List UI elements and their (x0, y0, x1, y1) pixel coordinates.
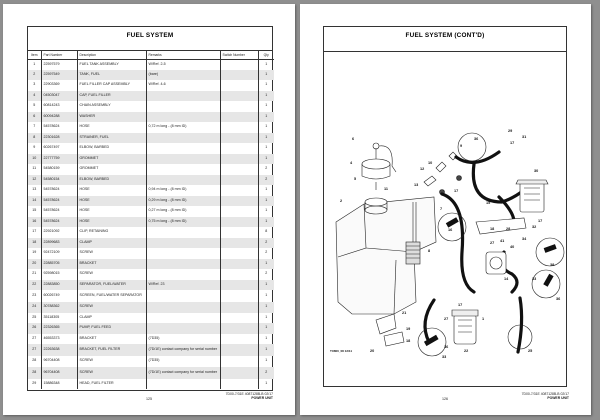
row-remarks: W/Ref. 4-6 (146, 80, 220, 91)
row-qty: 1 (258, 112, 274, 123)
row-part-number: 22921092 (41, 227, 77, 238)
row-qty: 1 (258, 280, 274, 291)
row-switch-number (220, 323, 258, 334)
svg-text:8: 8 (428, 249, 431, 253)
row-qty: 2 (258, 238, 274, 249)
row-qty: 1 (265, 187, 268, 192)
row-description: FUEL FILLER CAP ASSEMBLY (77, 80, 146, 91)
row-description: HEAD, FUEL FILTER (77, 379, 146, 390)
svg-text:17: 17 (458, 303, 463, 307)
row-part-number: 96704408 (41, 367, 77, 379)
row-part-number: 92472109 (41, 248, 77, 259)
row-item: 28 (28, 367, 41, 379)
row-item: 18 (28, 238, 41, 249)
row-remarks: (7D35) (146, 356, 220, 367)
row-qty: 1 (265, 82, 268, 87)
svg-text:1: 1 (482, 317, 485, 321)
row-remarks: 0,75 m long - (8 mm ID) (146, 217, 220, 228)
svg-text:16: 16 (448, 228, 453, 232)
svg-text:36: 36 (444, 345, 449, 349)
row-part-number: 54578624 (41, 217, 77, 228)
row-qty: 1 (258, 323, 274, 334)
row-qty: 1 (258, 196, 274, 207)
row-part-number: 22899683 (41, 238, 77, 249)
row-item: 19 (28, 248, 41, 259)
row-description: TANK, FUEL (77, 70, 146, 81)
row-remarks (146, 227, 220, 238)
page-125 (3, 4, 295, 415)
table-row (28, 323, 274, 334)
table-row (28, 334, 274, 345)
svg-text:31: 31 (522, 135, 527, 139)
row-item: 27 (28, 344, 41, 356)
row-part-number: 46553373 (41, 334, 77, 345)
row-remarks (146, 379, 220, 390)
row-item: 2 (28, 70, 41, 81)
row-switch-number (220, 269, 258, 280)
row-remarks (146, 133, 220, 144)
row-remarks: W/Ref. 23 (146, 280, 220, 291)
table-row (28, 227, 274, 238)
row-part-number: 92598015 (41, 269, 77, 280)
table-row (28, 133, 274, 144)
row-description: SCREW (77, 367, 146, 379)
row-remarks (146, 101, 220, 112)
row-item: 20 (28, 259, 41, 270)
footer-unit: POWER UNIT (547, 396, 569, 401)
row-part-number: 96704408 (41, 356, 77, 367)
svg-text:21: 21 (402, 311, 407, 315)
row-description: ELBOW, BARBED (77, 143, 146, 154)
row-part-number: 22326365 (41, 323, 77, 334)
svg-text:11: 11 (384, 187, 389, 191)
table-row (28, 379, 274, 390)
table-row (28, 206, 274, 217)
table-row (28, 238, 274, 249)
row-part-number: 22597579 (41, 59, 77, 70)
row-switch-number (220, 91, 258, 102)
row-item: 29 (28, 379, 41, 390)
row-switch-number (220, 356, 258, 367)
row-remarks (146, 313, 220, 324)
row-description: CLAMP (77, 313, 146, 324)
table-row (28, 185, 274, 196)
row-remarks (146, 248, 220, 259)
row-description: HOSE (77, 122, 146, 133)
row-qty: 1 (258, 91, 274, 102)
svg-text:20: 20 (370, 349, 375, 353)
row-part-number: 35118305 (41, 313, 77, 324)
row-part-number: 60814243 (41, 101, 77, 112)
row-remarks (146, 269, 220, 280)
table-row (28, 344, 274, 356)
svg-text:17: 17 (510, 141, 515, 145)
row-remarks (146, 143, 220, 154)
parts-table-frame (27, 26, 273, 391)
row-part-number: 30788362 (41, 302, 77, 313)
row-description: BRACKET (77, 259, 146, 270)
row-switch-number (220, 206, 258, 217)
row-item: 3 (28, 80, 41, 91)
row-description: CAP, FUEL FILLER (77, 91, 146, 102)
row-part-number: 54580159 (41, 164, 77, 175)
row-qty: 1 (258, 302, 274, 313)
row-description: CHAIN ASSEMBLY (77, 101, 146, 112)
table-row (28, 280, 274, 291)
row-remarks: 0,94 m long - (8 mm ID) (146, 185, 220, 196)
row-remarks: (7D/1E) contact company for serial number (146, 344, 220, 356)
row-description: ELBOW, BARBED (77, 175, 146, 186)
row-item: 21 (28, 269, 41, 280)
table-row (28, 356, 274, 367)
row-remarks (146, 238, 220, 249)
table-row (28, 175, 274, 186)
row-description: HOSE (77, 217, 146, 228)
svg-text:13: 13 (414, 183, 419, 187)
row-remarks: 0,27 m long - (8 mm ID) (146, 206, 220, 217)
row-qty: 1 (265, 124, 268, 129)
row-part-number: 22301628 (41, 133, 77, 144)
table-row (28, 154, 274, 165)
row-item: 24 (28, 302, 41, 313)
row-part-number: 22597549 (41, 70, 77, 81)
row-item: 26 (28, 323, 41, 334)
svg-text:14: 14 (504, 277, 509, 281)
row-part-number: 54578624 (41, 185, 77, 196)
svg-text:12: 12 (420, 167, 425, 171)
svg-text:17: 17 (538, 219, 543, 223)
row-part-number: 60026749 (41, 290, 77, 302)
row-description: GROMMET (77, 164, 146, 175)
row-qty: 1 (265, 358, 268, 363)
row-remarks (146, 154, 220, 165)
row-qty: 1 (258, 154, 274, 165)
svg-text:18: 18 (406, 339, 411, 343)
row-qty: 1 (265, 208, 268, 213)
row-qty: 1 (258, 217, 274, 228)
row-switch-number (220, 248, 258, 259)
row-remarks (146, 302, 220, 313)
svg-text:36: 36 (474, 137, 479, 141)
row-description: SCREEN, FUEL/WATER SEPARATOR (77, 290, 146, 302)
footer-code: 7D00-7/31E 4087128B-B 02/17 (225, 392, 273, 396)
row-qty: 1 (258, 344, 274, 356)
row-qty: 2 (265, 250, 268, 255)
svg-text:2: 2 (340, 199, 343, 203)
svg-text:32: 32 (532, 225, 537, 229)
row-remarks (146, 259, 220, 270)
row-part-number: 54578624 (41, 206, 77, 217)
row-description: WASHER (77, 112, 146, 123)
row-qty: 1 (265, 380, 268, 385)
fuel-system-illustration (324, 52, 566, 386)
table-row (28, 259, 274, 270)
svg-text:33: 33 (442, 355, 447, 359)
row-qty: 1 (265, 103, 268, 108)
row-part-number: 22883850 (41, 280, 77, 291)
row-switch-number (220, 302, 258, 313)
row-item: 17 (28, 227, 41, 238)
row-description: HOSE (77, 206, 146, 217)
row-part-number: 60267497 (41, 143, 77, 154)
row-part-number: 22885705 (41, 259, 77, 270)
row-part-number: 04503047 (41, 91, 77, 102)
row-switch-number (220, 175, 258, 186)
row-qty: 1 (258, 70, 274, 81)
row-remarks: 0,72 m long - (8 mm ID) (146, 122, 220, 133)
row-description: SCREW (77, 356, 146, 367)
row-description: PUMP, FUEL FEED (77, 323, 146, 334)
table-row (28, 112, 274, 123)
row-description: FUEL TANK ASSEMBLY (77, 59, 146, 70)
parts-table (28, 51, 274, 389)
row-qty: 1 (265, 61, 268, 66)
row-part-number: 15886348 (41, 379, 77, 390)
row-item: 11 (28, 164, 41, 175)
section-title: FUEL SYSTEM (CONT'D) (324, 27, 566, 52)
row-part-number: 22263638 (41, 344, 77, 356)
table-row (28, 143, 274, 154)
col-header-remarks: Remarks (146, 51, 220, 59)
page-footer (226, 392, 273, 400)
svg-text:30: 30 (534, 169, 539, 173)
svg-text:4: 4 (350, 161, 353, 165)
svg-text:28: 28 (506, 227, 511, 231)
parts-table-body (28, 59, 274, 389)
row-qty: 2 (258, 367, 274, 379)
row-part-number: 22777759 (41, 154, 77, 165)
row-item: 9 (28, 143, 41, 154)
row-description: HOSE (77, 196, 146, 207)
svg-text:40: 40 (510, 245, 515, 249)
row-item: 7 (28, 122, 41, 133)
page-number: 126 (442, 397, 448, 401)
row-item: 14 (28, 196, 41, 207)
row-switch-number (220, 334, 258, 345)
col-header-switch-number: Switch Number (220, 51, 258, 59)
footer-code: 7D00-7/31E 4087128B-B 02/17 (521, 392, 569, 396)
col-header-item: Item (28, 51, 41, 59)
diagram-frame (323, 26, 567, 387)
svg-text:22: 22 (464, 349, 469, 353)
svg-text:6: 6 (352, 137, 355, 141)
row-switch-number (220, 112, 258, 123)
diagram-label: TX800_08 12/11 (330, 349, 353, 353)
row-item: 5 (28, 101, 41, 112)
row-remarks: W/Ref. 2-5 (146, 59, 220, 70)
table-row (28, 313, 274, 324)
row-item: 16 (28, 217, 41, 228)
row-remarks (146, 175, 220, 186)
row-remarks (146, 323, 220, 334)
svg-text:38: 38 (550, 263, 555, 267)
col-header-qty: Qty (258, 51, 274, 59)
row-qty: 2 (258, 175, 274, 186)
row-switch-number (220, 217, 258, 228)
table-row (28, 101, 274, 112)
row-switch-number (220, 164, 258, 175)
table-row (28, 290, 274, 302)
row-switch-number (220, 259, 258, 270)
row-switch-number (220, 154, 258, 165)
svg-text:27: 27 (490, 241, 495, 245)
row-part-number: 54578624 (41, 122, 77, 133)
svg-text:18: 18 (490, 227, 495, 231)
row-part-number: 54580154 (41, 175, 77, 186)
table-row (28, 217, 274, 228)
row-switch-number (220, 185, 258, 196)
row-item: 1 (28, 59, 41, 70)
row-description: SCREW (77, 248, 146, 259)
table-row (28, 302, 274, 313)
row-item: 12 (28, 175, 41, 186)
svg-text:25: 25 (528, 349, 533, 353)
svg-text:10: 10 (428, 161, 433, 165)
row-qty: 1 (258, 259, 274, 270)
row-description: CLAMP (77, 238, 146, 249)
svg-text:19: 19 (406, 327, 411, 331)
table-row (28, 59, 274, 70)
table-row (28, 80, 274, 91)
row-item: 6 (28, 112, 41, 123)
row-description: HOSE (77, 185, 146, 196)
row-switch-number (220, 227, 258, 238)
row-remarks: 0,29 m long - (8 mm ID) (146, 196, 220, 207)
row-qty: 1 (265, 335, 268, 340)
row-item: 13 (28, 185, 41, 196)
row-switch-number (220, 101, 258, 112)
row-description: SEPARATOR, FUEL/WATER (77, 280, 146, 291)
svg-text:15: 15 (486, 201, 491, 205)
row-switch-number (220, 70, 258, 81)
row-item: 25 (28, 313, 41, 324)
row-switch-number (220, 196, 258, 207)
row-item: 27 (28, 334, 41, 345)
row-qty: 8 (265, 229, 268, 234)
row-qty: 2 (265, 271, 268, 276)
row-qty: 1 (258, 133, 274, 144)
svg-text:41: 41 (500, 239, 505, 243)
table-row (28, 122, 274, 133)
table-header-row (28, 51, 274, 59)
svg-text:13: 13 (448, 221, 453, 225)
row-item: 15 (28, 206, 41, 217)
col-header-part-number: Part Number (41, 51, 77, 59)
row-remarks (146, 112, 220, 123)
row-qty: 2 (265, 166, 268, 171)
svg-text:17: 17 (454, 189, 459, 193)
table-row (28, 70, 274, 81)
row-remarks (146, 290, 220, 302)
svg-text:34: 34 (522, 237, 527, 241)
row-description: BRACKET (77, 334, 146, 345)
row-item: 4 (28, 91, 41, 102)
row-switch-number (220, 80, 258, 91)
row-switch-number (220, 59, 258, 70)
row-item: 8 (28, 133, 41, 144)
section-title: FUEL SYSTEM (28, 27, 272, 51)
row-part-number: 22903369 (41, 80, 77, 91)
row-item: 22 (28, 280, 41, 291)
row-item: 23 (28, 290, 41, 302)
row-part-number: 60094288 (41, 112, 77, 123)
table-row (28, 164, 274, 175)
svg-text:33: 33 (532, 277, 537, 281)
row-remarks: (bare) (146, 70, 220, 81)
svg-text:7: 7 (440, 207, 443, 211)
row-qty: 1 (265, 293, 268, 298)
svg-text:27: 27 (444, 317, 449, 321)
row-remarks (146, 164, 220, 175)
page-126 (300, 4, 591, 415)
exploded-parts-diagram (324, 52, 566, 386)
row-qty: 1 (265, 314, 268, 319)
svg-text:5: 5 (354, 177, 357, 181)
svg-text:9: 9 (460, 144, 463, 148)
row-remarks: (7D35) (146, 334, 220, 345)
row-switch-number (220, 133, 258, 144)
col-header-description: Description (77, 51, 146, 59)
table-row (28, 367, 274, 379)
table-row (28, 248, 274, 259)
row-switch-number (220, 143, 258, 154)
row-qty: 1 (265, 145, 268, 150)
row-description: SCREW (77, 302, 146, 313)
row-remarks (146, 91, 220, 102)
page-footer (522, 392, 569, 400)
row-switch-number (220, 313, 258, 324)
row-description: CLIP, RETAINING (77, 227, 146, 238)
row-switch-number (220, 367, 258, 379)
page-number: 125 (146, 397, 152, 401)
row-switch-number (220, 280, 258, 291)
svg-text:29: 29 (508, 129, 513, 133)
row-description: STRAINER, FUEL (77, 133, 146, 144)
row-switch-number (220, 290, 258, 302)
row-switch-number (220, 238, 258, 249)
row-switch-number (220, 379, 258, 390)
row-description: SCREW (77, 269, 146, 280)
row-item: 28 (28, 356, 41, 367)
table-row (28, 91, 274, 102)
footer-unit: POWER UNIT (251, 396, 273, 401)
row-description: BRACKET, FUEL FILTER (77, 344, 146, 356)
svg-text:36: 36 (556, 297, 561, 301)
row-part-number: 54578624 (41, 196, 77, 207)
row-switch-number (220, 122, 258, 133)
table-row (28, 196, 274, 207)
row-description: GROMMET (77, 154, 146, 165)
row-switch-number (220, 344, 258, 356)
row-remarks: (7D/1E) contact company for serial number (146, 367, 220, 379)
table-row (28, 269, 274, 280)
row-item: 10 (28, 154, 41, 165)
